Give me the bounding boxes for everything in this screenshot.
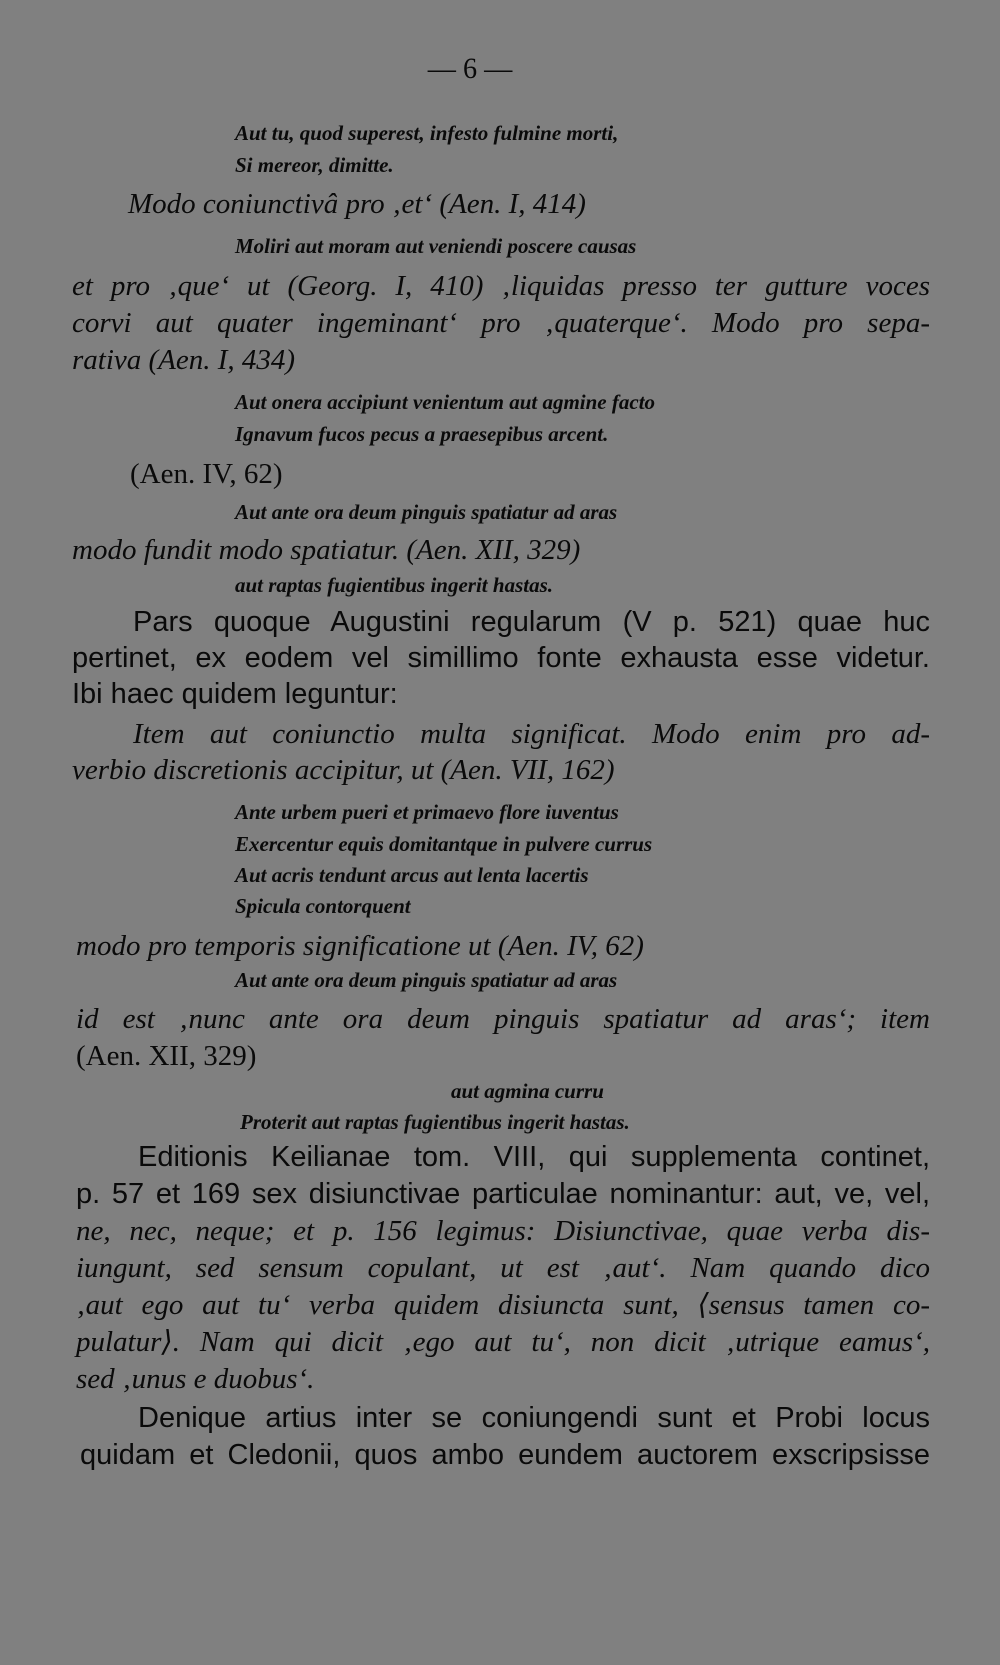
verse-line: Aut acris tendunt arcus aut lenta lacertis [235, 863, 589, 887]
verse-line: Si mereor, dimitte. [235, 153, 394, 177]
verse-line: aut raptas fugientibus ingerit hastas. [235, 573, 554, 597]
text-line: ‚aut ego aut tu‘ verba quidem disiuncta sunt, ⟨sensus tamen co- [76, 1289, 930, 1321]
verse-line: Aut ante ora deum pinguis spatiatur ad aras [235, 500, 618, 524]
verse-line: Moliri aut moram aut veniendi poscere causas [235, 234, 637, 258]
text-line: verbio discretionis accipitur, ut (Aen. VII, 162) [72, 754, 615, 786]
text-line: corvi aut quater ingeminant‘ pro ‚quaterque‘. Modo pro sepa- [72, 307, 930, 339]
verse-line: Proterit aut raptas fugientibus ingerit hastas. [240, 1110, 630, 1134]
text-line: modo pro temporis significatione ut (Aen. IV, 62) [76, 930, 644, 962]
verse-line: Ante urbem pueri et primaevo flore iuventus [235, 800, 619, 824]
text-line: (Aen. XII, 329) [76, 1040, 257, 1072]
verse-line: Aut onera accipiunt venientum aut agmine facto [235, 390, 656, 414]
paragraph-line: Editionis Keilianae tom. VIII, qui supplementa continet, [138, 1141, 930, 1173]
verse-line: Exercentur equis domitantque in pulvere currus [235, 832, 653, 856]
verse-line: aut agmina curru [451, 1079, 604, 1103]
paragraph-line: p. 57 et 169 sex disiunctivae particulae nominantur: aut, ve, vel, [76, 1178, 930, 1210]
text-line: Modo coniunctivâ pro ‚et‘ (Aen. I, 414) [128, 188, 586, 220]
text-line: modo fundit modo spatiatur. (Aen. XII, 329) [72, 534, 581, 566]
paragraph-line: pertinet, ex eodem vel simillimo fonte exhausta esse videtur. [72, 642, 930, 674]
verse-line: Aut tu, quod superest, infesto fulmine morti, [235, 121, 619, 145]
text-line: id est ‚nunc ante ora deum pinguis spatiatur ad aras‘; item [76, 1003, 930, 1035]
text-line: (Aen. IV, 62) [130, 458, 283, 490]
paragraph-line: quidam et Cledonii, quos ambo eundem auctorem exscripsisse [80, 1439, 930, 1471]
page-number: — 6 — [427, 52, 513, 85]
verse-line: Spicula contorquent [235, 894, 411, 918]
verse-line: Aut ante ora deum pinguis spatiatur ad aras [235, 968, 618, 992]
paragraph-line: Denique artius inter se coniungendi sunt et Probi locus [138, 1402, 930, 1434]
text-line: et pro ‚que‘ ut (Georg. I, 410) ‚liquidas presso ter gutture voces [72, 270, 930, 302]
paragraph-line: Ibi haec quidem leguntur: [72, 678, 398, 710]
text-line: rativa (Aen. I, 434) [72, 344, 296, 376]
text-line: iungunt, sed sensum copulant, ut est ‚aut‘. Nam quando dico [76, 1252, 930, 1284]
text-line: ne, nec, neque; et p. 156 legimus: Disiunctivae, quae verba dis- [76, 1215, 930, 1247]
paragraph-line: Pars quoque Augustini regularum (V p. 521) quae huc [133, 606, 930, 638]
text-line: pulatur⟩. Nam qui dicit ‚ego aut tu‘, non dicit ‚utrique eamus‘, [76, 1326, 930, 1358]
text-line: sed ‚unus e duobus‘. [76, 1363, 315, 1395]
verse-line: Ignavum fucos pecus a praesepibus arcent. [235, 422, 609, 446]
text-line: Item aut coniunctio multa significat. Modo enim pro ad- [133, 718, 930, 750]
